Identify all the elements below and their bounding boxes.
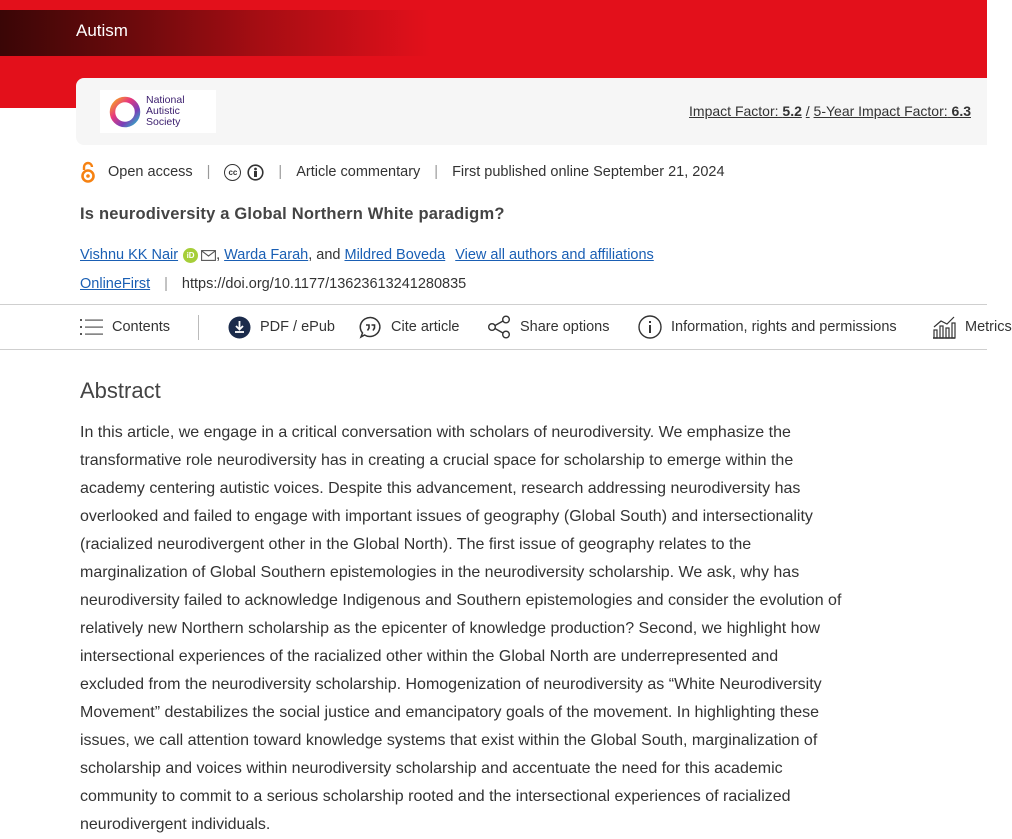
abstract-line: academy centering autistic voices. Despite this advancement, research addressing neurodiversity has xyxy=(80,480,801,497)
share-options-button[interactable]: Share options xyxy=(487,305,609,349)
mail-icon[interactable] xyxy=(201,250,216,261)
contents-button[interactable]: Contents xyxy=(80,305,170,349)
article-meta-row xyxy=(80,160,725,184)
doi-link[interactable]: https://doi.org/10.1177/13623613241280835 xyxy=(181,276,467,292)
abstract-line: neurodivergent individuals. xyxy=(80,816,271,833)
quote-icon xyxy=(359,316,382,339)
author-link[interactable]: Mildred Boveda xyxy=(344,247,446,263)
article-title: Is neurodiversity a Global Northern White paradigm? xyxy=(80,205,505,223)
abstract-line: (racialized neurodivergent other in the Global North). The first issue of geography relates to the xyxy=(80,536,752,553)
abstract-heading: Abstract xyxy=(80,378,161,403)
publication-date: First published online September 21, 2024 xyxy=(452,164,725,180)
abstract-line: scholarship and voices within neurodiversity scholarship and accentuate the need for this academic xyxy=(80,760,783,777)
open-access-icon xyxy=(80,161,96,183)
society-logo[interactable] xyxy=(100,90,216,133)
orcid-icon[interactable]: iD xyxy=(183,248,198,263)
info-icon xyxy=(638,315,662,339)
share-icon xyxy=(487,315,511,339)
author-link[interactable]: Vishnu KK Nair xyxy=(80,247,179,263)
view-all-authors-link[interactable]: View all authors and affiliations xyxy=(455,247,654,263)
abstract-line: overlooked and failed to engage with important issues of geography (Global South) and intersectionality xyxy=(80,508,813,525)
abstract-line: transformative role neurodiversity has in creating a crucial space for scholarship to emerge within the xyxy=(80,452,794,469)
article-toolbar xyxy=(0,304,1012,350)
creative-commons-icon[interactable]: cc xyxy=(224,164,241,181)
abstract-line: issues, we call attention toward knowledge systems that exist within the Global South, marginalization of xyxy=(80,732,818,749)
contents-icon xyxy=(80,318,103,336)
online-first-link[interactable]: OnlineFirst xyxy=(80,276,151,292)
abstract-line: In this article, we engage in a critical conversation with scholars of neurodiversity. We emphasize the xyxy=(80,424,791,441)
meta-divider: | xyxy=(278,164,283,180)
pdf-epub-button[interactable]: PDF / ePub xyxy=(228,305,335,349)
abstract-line: marginalization of Global Southern epistemologies in the neurodiversity scholarship. We ask, why has xyxy=(80,564,800,581)
meta-divider: | xyxy=(434,164,439,180)
impact-factor[interactable]: Impact Factor: 5.2 / 5-Year Impact Factor: 6.3 xyxy=(689,103,971,119)
meta-divider: | xyxy=(164,276,168,292)
cite-article-button[interactable]: Cite article xyxy=(359,305,460,349)
article-type: Article commentary xyxy=(296,164,421,180)
download-icon xyxy=(228,316,251,339)
abstract-line: neurodiversity failed to acknowledge Indigenous and Southern epistemologies and consider the evolution of xyxy=(80,592,842,609)
society-logo-text: National Autistic Society xyxy=(146,94,185,128)
metrics-button[interactable]: Metrics xyxy=(932,305,1012,349)
abstract-line: Movement” destabilizes the social justice and emancipatory goals of the movement. In highlighting these xyxy=(80,704,820,721)
abstract-line: community to commit to a serious scholarship rooted and the intersectional experiences of racialized xyxy=(80,788,791,805)
journal-banner-gradient xyxy=(0,10,430,56)
doi-row xyxy=(80,276,466,292)
metrics-icon xyxy=(932,315,956,339)
abstract-line: intersectional experiences of the racialized other within the Global North are underrepresented and xyxy=(80,648,779,665)
meta-divider: | xyxy=(206,164,211,180)
attribution-icon[interactable] xyxy=(247,164,264,181)
journal-name-link[interactable]: Autism xyxy=(76,21,128,40)
journal-info-card xyxy=(76,78,987,145)
abstract-body xyxy=(80,419,900,839)
open-access-label: Open access xyxy=(108,164,193,180)
toolbar-divider xyxy=(198,315,199,340)
society-logo-icon xyxy=(108,95,142,129)
author-list: Vishnu KK Nair iD , Warda Farah , and Mildred Boveda View all authors and affiliations xyxy=(80,247,654,263)
abstract-line: relatively new Northern scholarship as the epicenter of knowledge production? Second, we highlight how xyxy=(80,620,820,637)
author-link[interactable]: Warda Farah xyxy=(224,247,309,263)
abstract-line: excluded from the neurodiversity scholarship. Homogenization of neurodiversity as “White Neurodiversity xyxy=(80,676,822,693)
information-rights-button[interactable]: Information, rights and permissions xyxy=(638,305,897,349)
